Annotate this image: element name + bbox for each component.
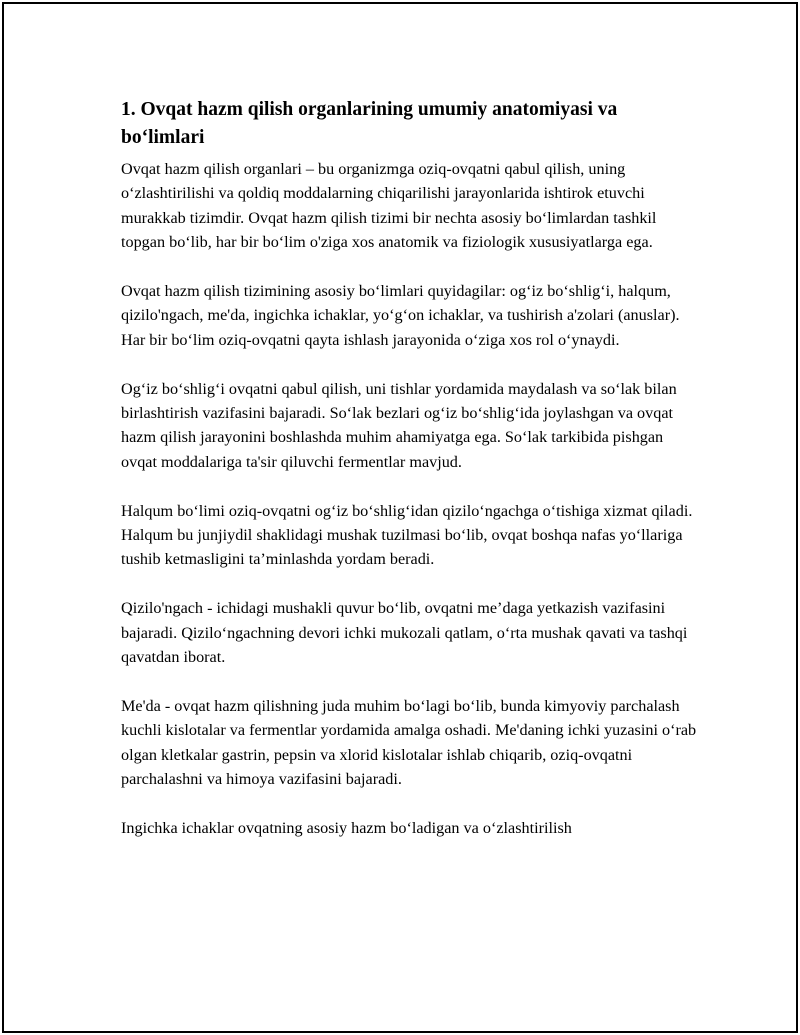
paragraph-esophagus: Qizilo'ngach - ichidagi mushakli quvur bo‘lib, ovqatni me’daga yetkazish vazifasini bajaradi. Qizilo‘ngachning devori ichki mukozali qatlam, o‘rta mushak qavati va tashqi qavatdan iborat. [121, 599, 688, 667]
document-page [2, 2, 798, 1033]
section-heading: 1. Ovqat hazm qilish organlarining umumiy anatomiyasi va bo‘limlari [121, 99, 618, 148]
paragraph-small-intestine: Ingichka ichaklar ovqatning asosiy hazm bo‘ladigan va o‘zlashtirilish [121, 818, 572, 837]
paragraph-stomach: Me'da - ovqat hazm qilishning juda muhim bo‘lagi bo‘lib, bunda kimyoviy parchalash kuchli kislotalar va fermentlar yordamida amalga oshadi. Me'daning ichki yuzasini o‘rab olgan kletkalar gastrin, pepsin va xlorid kislotalar ishlab chiqarib, oziq-ovqatni parchalashni va himoya vazifasini bajaradi. [121, 696, 697, 789]
document-body [121, 96, 701, 840]
paragraph-oral-cavity: Og‘iz bo‘shlig‘i ovqatni qabul qilish, uni tishlar yordamida maydalash va so‘lak bilan birlashtirish vazifasini bajaradi. So‘lak bezlari og‘iz bo‘shlig‘ida joylashgan va ovqat hazm qilish jarayonini boshlashda muhim ahamiyatga ega. So‘lak tarkibida pishgan ovqat moddalariga ta'sir qiluvchi fermentlar mavjud. [121, 379, 677, 471]
paragraph-intro: Ovqat hazm qilish organlari – bu organizmga oziq-ovqatni qabul qilish, uning o‘zlashtirilishi va qoldiq moddalarning chiqarilishi jarayonlarida ishtirok etuvchi murakkab tizimdir. Ovqat hazm qilish tizimi bir nechta asosiy bo‘limlardan tashkil topgan bo‘lib, har bir bo‘lim o'ziga xos anatomik va fiziologik xususiyatlarga ega. [121, 160, 657, 252]
paragraph-main-sections: Ovqat hazm qilish tizimining asosiy bo‘limlari quyidagilar: og‘iz bo‘shlig‘i, halqum, qizilo'ngach, me'da, ingichka ichaklar, yo‘g‘on ichaklar, va tushirish a'zolari (anuslar). Har bir bo‘lim oziq-ovqatni qayta ishlash jarayonida o‘ziga xos rol o‘ynaydi. [121, 282, 680, 349]
paragraph-pharynx: Halqum bo‘limi oziq-ovqatni og‘iz bo‘shlig‘idan qizilo‘ngachga o‘tishiga xizmat qiladi. Halqum bu junjiydil shaklidagi mushak tuzilmasi bo‘lib, ovqat boshqa nafas yo‘llariga tushib ketmasligini ta’minlashda yordam beradi. [121, 501, 693, 569]
